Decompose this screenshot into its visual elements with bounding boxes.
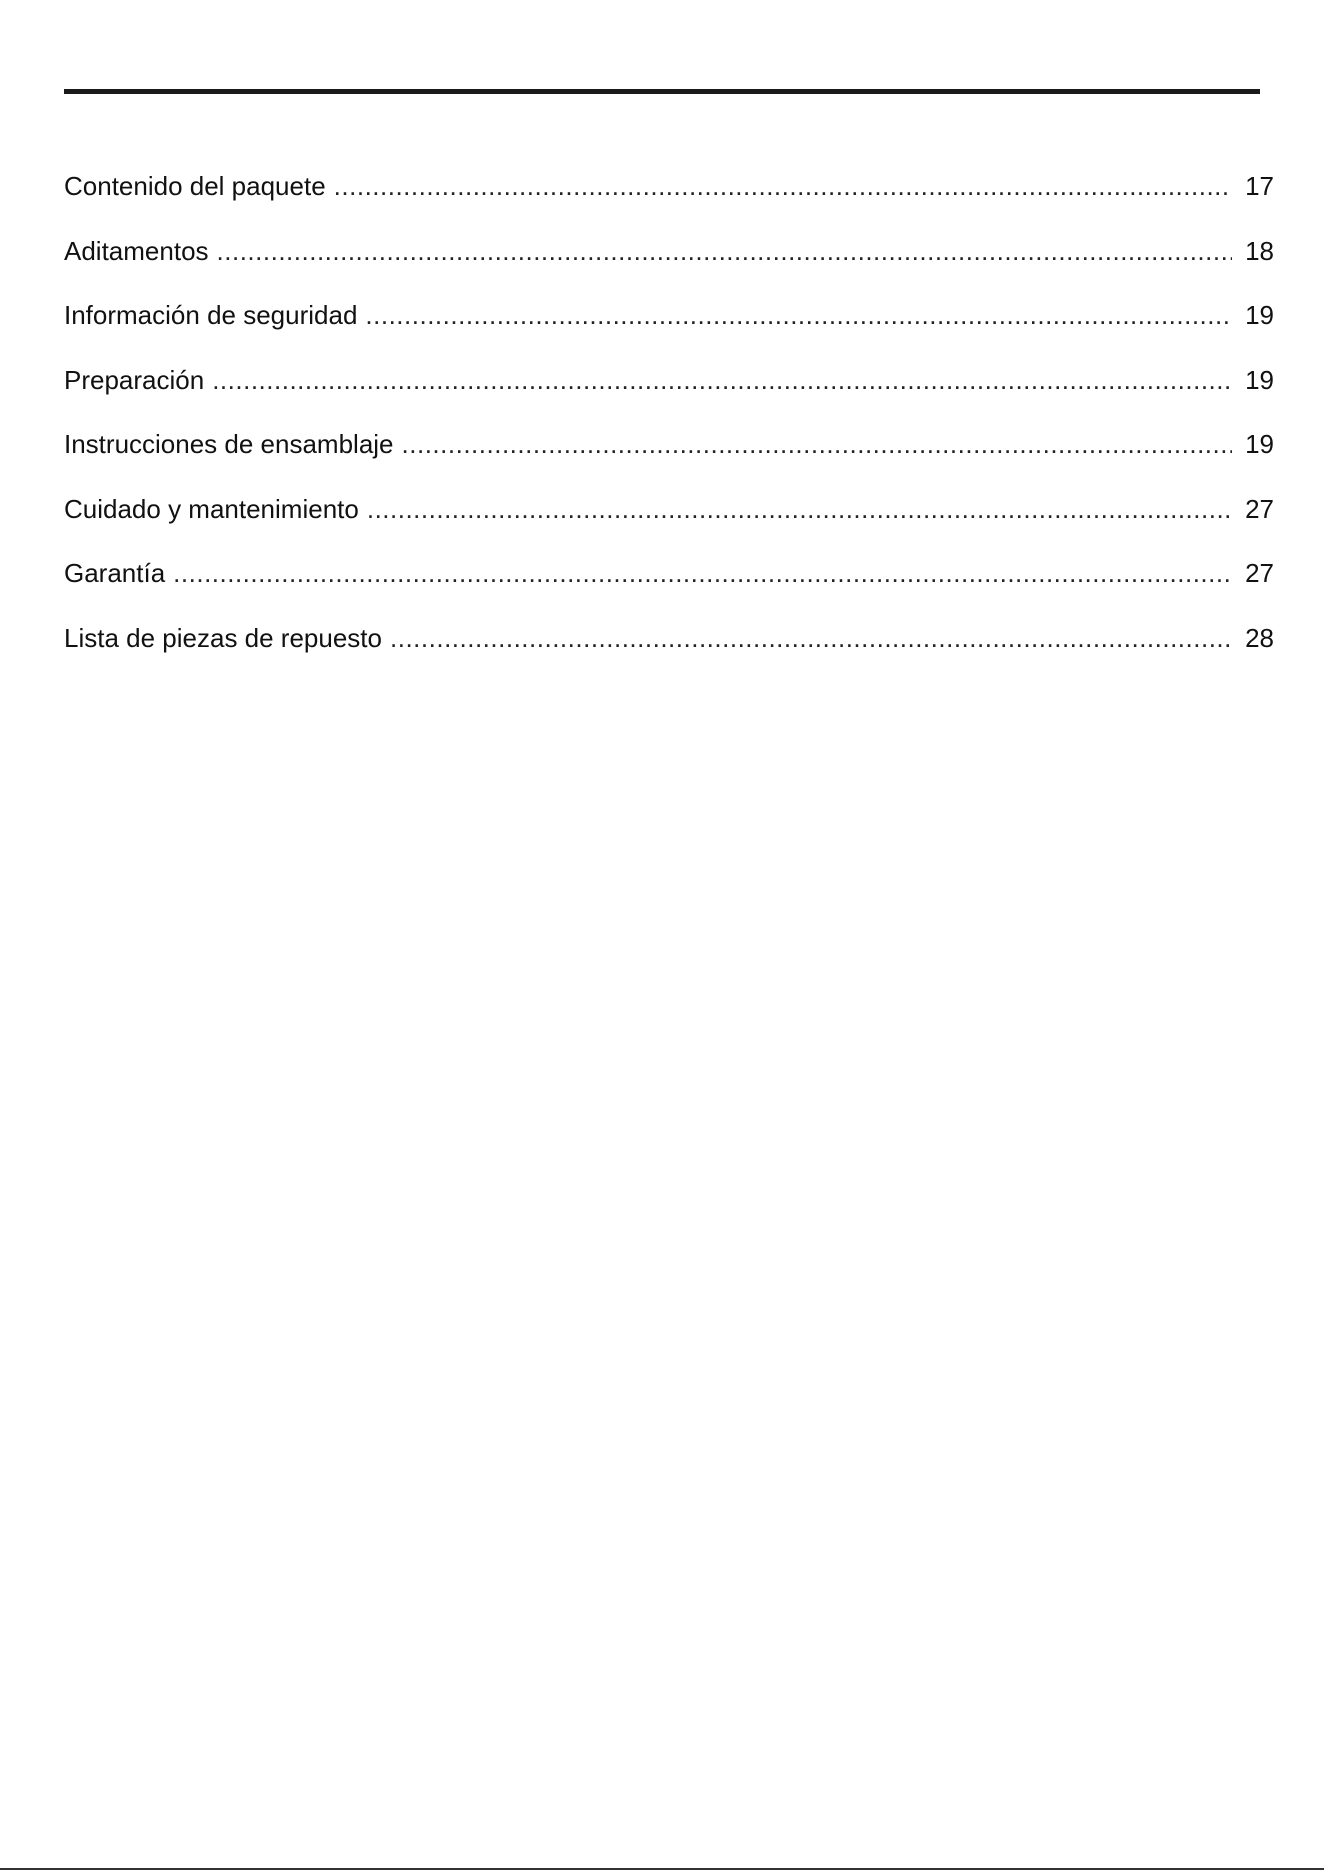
toc-entry-aditamentos[interactable] [64, 231, 1274, 296]
toc-entry-repuestos[interactable] [64, 618, 1274, 683]
toc-entry-title: Instrucciones de ensamblaje [64, 429, 394, 459]
toc-entry-page: 19 [1245, 429, 1274, 459]
dot-leader [212, 360, 1232, 400]
toc-entry-page: 27 [1245, 558, 1274, 588]
toc-entry-cuidado[interactable] [64, 489, 1274, 554]
table-of-contents [64, 166, 1274, 682]
dot-leader [173, 553, 1232, 593]
toc-entry-seguridad[interactable] [64, 295, 1274, 360]
toc-entry-page: 17 [1245, 171, 1274, 201]
toc-entry-title: Lista de piezas de repuesto [64, 622, 382, 653]
toc-entry-page: 27 [1245, 493, 1274, 524]
toc-entry-page: 18 [1245, 235, 1274, 266]
toc-entry-garantia[interactable] [64, 553, 1274, 618]
toc-entry-contenido[interactable] [64, 166, 1274, 231]
header-divider [64, 89, 1260, 94]
dot-leader [402, 424, 1232, 464]
toc-entry-page: 28 [1245, 622, 1274, 653]
toc-entry-title: Garantía [64, 558, 166, 588]
toc-entry-title: Contenido del paquete [64, 171, 326, 201]
toc-entry-page: 19 [1245, 364, 1274, 395]
toc-entry-title: Cuidado y mantenimiento [64, 493, 359, 524]
toc-entry-ensamblaje[interactable] [64, 424, 1274, 489]
footer-divider [0, 1868, 1324, 1870]
toc-entry-page: 19 [1245, 300, 1274, 330]
dot-leader [367, 489, 1232, 529]
toc-entry-title: Preparación [64, 364, 205, 395]
dot-leader [334, 166, 1232, 206]
dot-leader [365, 295, 1232, 335]
toc-entry-title: Aditamentos [64, 235, 209, 266]
toc-entry-title: Información de seguridad [64, 300, 358, 330]
dot-leader [390, 618, 1232, 658]
toc-entry-preparacion[interactable] [64, 360, 1274, 425]
dot-leader [217, 231, 1232, 271]
